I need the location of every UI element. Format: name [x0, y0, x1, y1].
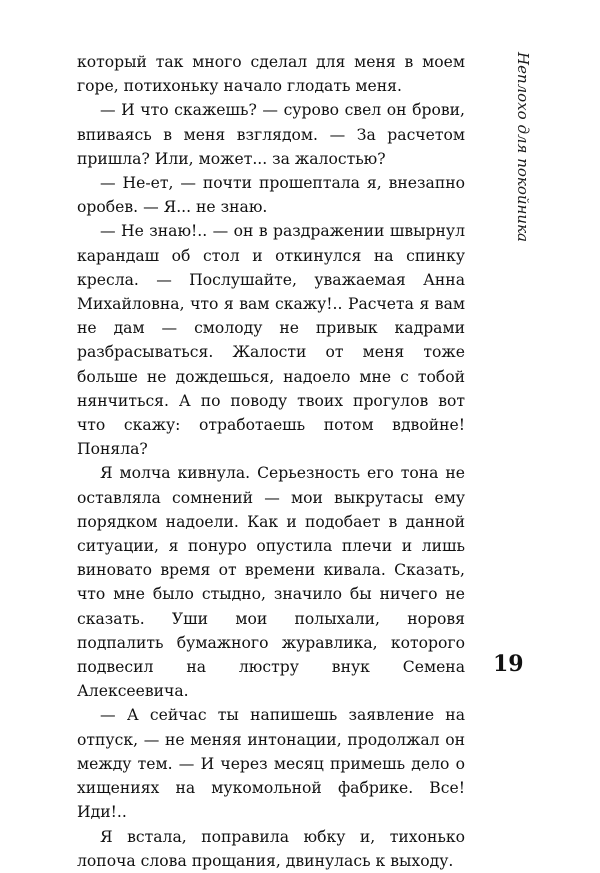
paragraph-5: Я молча кивнула. Серьезность его тона не оставляла сомнений — мои выкрутасы ему порядком надоели. Как и подобает в данной ситуации, я понуро опустила плечи и лишь виновато время от времени кивала. Сказать, что мне было стыдно, значило бы ничего не сказать. Уши мои полыхали, норовя подпалить бумажного журавлика, которого подвесил на люстру внук Семена Алексеевича.	[77, 464, 465, 701]
body-text	[77, 50, 465, 873]
paragraph-1: который так много сделал для меня в моем горе, потихоньку начало глодать меня.	[77, 53, 465, 96]
paragraph-7: Я встала, поправила юбку и, тихонько лопоча слова прощания, двинулась к выходу.	[77, 827, 465, 870]
paragraph-4: — Не знаю!.. — он в раздражении швырнул карандаш об стол и откинулся на спинку кресла. — Послушайте, уважаемая Анна Михайловна, что я вам скажу!.. Расчета я вам не дам — смолоду не привык кадрами разбрасываться. Жалости от меня тоже больше не дождешься, надоело мне с тобой нянчиться. А по поводу твоих прогулов вот что скажу: отработаешь потом вдвойне! Поняла?	[77, 222, 465, 459]
paragraph-3: — Не-ет, — почти прошептала я, внезапно оробев. — Я... не знаю.	[77, 174, 465, 217]
running-head: Неплохо для покойника	[514, 52, 532, 242]
paragraph-6: — А сейчас ты напишешь заявление на отпуск, — не меняя интонации, продолжал он между тем. — И через месяц примешь дело о хищениях на мукомольной фабрике. Все! Иди!..	[77, 706, 465, 822]
paragraph-2: — И что скажешь? — сурово свел он брови, впиваясь в меня взглядом. — За расчетом пришла? Или, может... за жалостью?	[77, 101, 465, 168]
page-number: 19	[493, 651, 524, 677]
